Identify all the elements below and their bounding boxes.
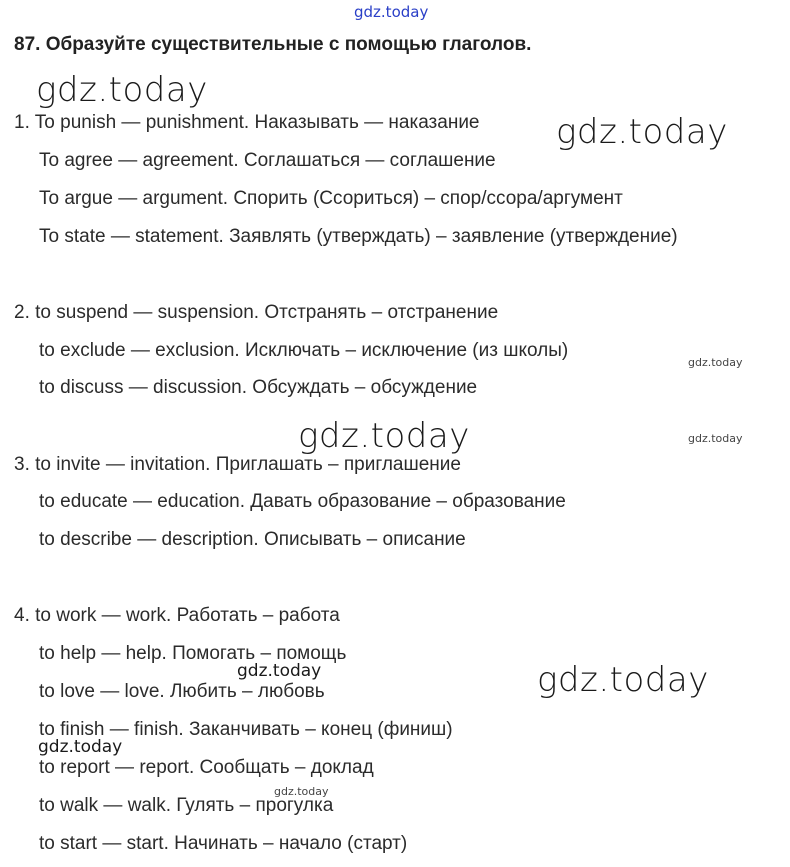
- answer-line: to walk — walk. Гулять – прогулка: [39, 795, 334, 816]
- group-number: 4.: [14, 605, 30, 626]
- answer-line: to love — love. Любить – любовь: [39, 681, 325, 702]
- header-watermark: gdz.today: [354, 3, 429, 21]
- answer-line: To agree — agreement. Соглашаться — соглашение: [39, 150, 496, 171]
- watermark: gdz.today: [36, 70, 208, 110]
- answer-line: to educate — education. Давать образование – образование: [39, 491, 566, 512]
- watermark: gdz.today: [274, 785, 329, 798]
- watermark: gdz.today: [537, 660, 709, 700]
- watermark: gdz.today: [688, 356, 743, 369]
- answer-line: [14, 605, 340, 627]
- answer-text: to suspend — suspension. Отстранять – отстранение: [35, 302, 499, 323]
- answer-line: to report — report. Сообщать – доклад: [39, 757, 374, 778]
- answer-text: to invite — invitation. Приглашать – приглашение: [35, 454, 461, 475]
- watermark: gdz.today: [237, 661, 322, 681]
- answer-line: [14, 454, 461, 476]
- group-number: 3.: [14, 454, 30, 475]
- answer-line: to describe — description. Описывать – описание: [39, 529, 466, 550]
- answer-line: To state — statement. Заявлять (утверждать) – заявление (утверждение): [39, 226, 678, 247]
- answer-line: To argue — argument. Спорить (Ссориться) – спор/ссора/аргумент: [39, 188, 623, 209]
- group-number: 1.: [14, 112, 30, 133]
- answer-line: to discuss — discussion. Обсуждать – обсуждение: [39, 377, 478, 398]
- answer-line: [14, 112, 480, 134]
- watermark: gdz.today: [688, 432, 743, 445]
- answer-text: to work — work. Работать – работа: [35, 605, 340, 626]
- watermark: gdz.today: [38, 737, 123, 757]
- watermark: gdz.today: [298, 416, 470, 456]
- answer-line: [14, 302, 498, 324]
- watermark: gdz.today: [556, 112, 728, 152]
- answer-line: to exclude — exclusion. Исключать – исключение (из школы): [39, 340, 569, 361]
- exercise-title: 87. Образуйте существительные с помощью глаголов.: [14, 34, 532, 55]
- answer-line: to finish — finish. Заканчивать – конец (финиш): [39, 719, 453, 740]
- answer-text: To punish — punishment. Наказывать — наказание: [34, 112, 480, 133]
- group-number: 2.: [14, 302, 30, 323]
- answer-line: to help — help. Помогать – помощь: [39, 643, 347, 664]
- answer-line: to start — start. Начинать – начало (старт): [39, 833, 408, 854]
